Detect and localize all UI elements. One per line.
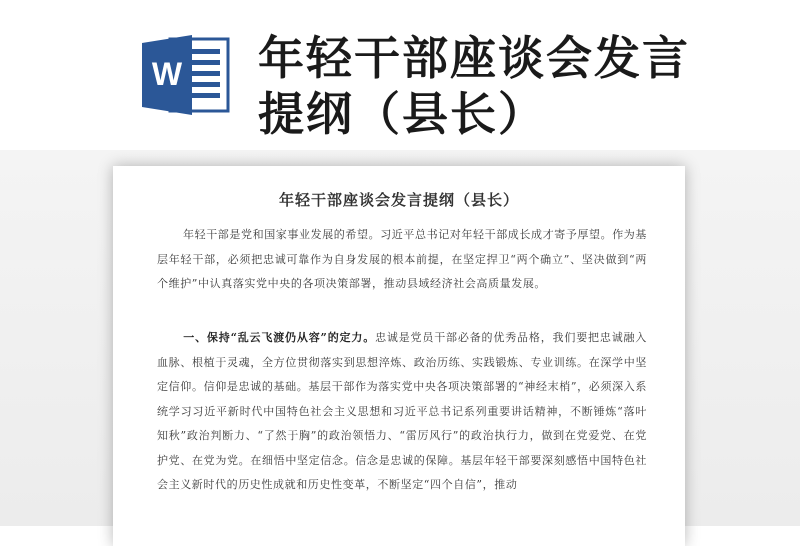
banner-title <box>258 30 778 142</box>
paragraph-2 <box>157 326 647 498</box>
paragraph-1 <box>157 223 647 297</box>
banner-title-line2: 提纲（县长） <box>258 87 546 141</box>
banner-title-line1: 年轻干部座谈会发言 <box>258 31 690 85</box>
paragraph-2-heading: 一、保持“乱云飞渡仍从容”的定力。 <box>183 331 376 344</box>
word-logo-letter: W <box>151 56 183 92</box>
document-title: 年轻干部座谈会发言提纲（县长） <box>278 191 519 209</box>
banner <box>0 0 800 160</box>
word-document-icon <box>140 33 232 117</box>
paragraph-2-text: 忠诚是党员干部必备的优秀品格，我们要把忠诚融入血脉、根植于灵魂，全方位贯彻落实到思想淬炼、政治历练、实践锻炼、专业训练。在深学中坚定信仰。信仰是忠诚的基础。基层干部作为落实党中央各项决策部署的“神经末梢”，必须深入系统学习习近平新时代中国特色社会主义思想和习近平总书记系列重要讲话精神，不断锤炼“落叶知秋”政治判断力、“了然于胸”的政治领悟力、“雷厉风行”的政治执行力，做到在党爱党、在党护党、在党为党。在细悟中坚定信念。信念是忠诚的保障。基层年轻干部要深刻感悟中国特色社会主义新时代的历史性成就和历史性变革，不断坚定“四个自信”，推动 <box>157 331 647 491</box>
paragraph-1-text: 年轻干部是党和国家事业发展的希望。习近平总书记对年轻干部成长成才寄予厚望。作为基层年轻干部，必须把忠诚可靠作为自身发展的根本前提，在坚定捍卫“两个确立”、坚决做到“两个维护”中认真落实党中央的各项决策部署，推动县域经济社会高质量发展。 <box>157 228 647 290</box>
document-page <box>113 166 685 546</box>
